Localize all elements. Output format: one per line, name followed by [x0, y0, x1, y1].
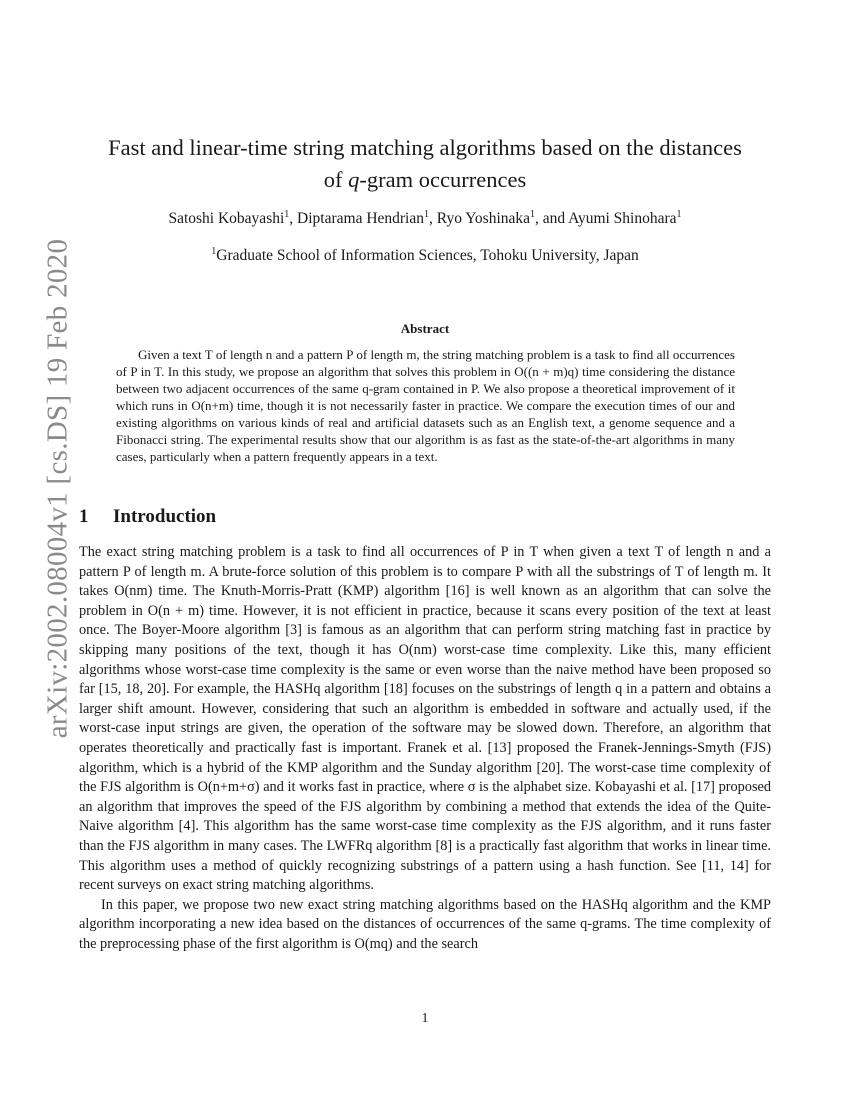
author-name: Ayumi Shinohara	[568, 210, 677, 228]
body-text	[79, 543, 771, 954]
author	[568, 210, 681, 227]
title-line-2-suffix: -gram occurrences	[359, 167, 527, 192]
author-separator: ,	[289, 210, 298, 228]
affiliation	[80, 246, 770, 265]
section-heading	[79, 506, 479, 528]
arxiv-identifier-text: arXiv:2002.08004v1 [cs.DS] 19 Feb 2020	[41, 238, 74, 738]
author-separator: ,	[429, 210, 437, 228]
page-number: 1	[421, 1011, 429, 1026]
title-line-2	[80, 164, 770, 196]
title-line-2-prefix: of	[323, 167, 349, 192]
affiliation-mark: 1	[211, 246, 217, 257]
paper-title	[80, 132, 770, 196]
title-variable-q: q	[348, 167, 360, 192]
author-affiliation-mark: 1	[530, 209, 536, 220]
body-paragraph: In this paper, we propose two new exact string matching algorithms based on the HASHq algorithm and the KMP algorithm incorporating a new idea based on the distances of occurrences of the same q-grams. The time complexity of the preprocessing phase of the first algorithm is O(mq) and the search	[79, 896, 771, 952]
author-affiliation-mark: 1	[424, 209, 429, 220]
abstract-heading: Abstract	[400, 321, 450, 336]
abstract-body: Given a text T of length n and a pattern P of length m, the string matching problem is a task to find all occurrences of P in T. In this study, we propose an algorithm that solves this problem in O((n + m)q) time considering the distance between two adjacent occurrences of the same q-gram contained in P. We also propose a theoretical improvement of it which runs in O(n+m) time, though it is not necessarily faster in practice. We compare the execution times of our and existing algorithms on various kinds of real and artificial datasets such as an English text, a genome sequence and a Fibonacci string. The experimental results show that our algorithm is as fast as the state-of-the-art algorithms in many cases, particularly when a pattern frequently appears in a text.	[116, 347, 735, 464]
body-paragraph: The exact string matching problem is a task to find all occurrences of P in T when given a text T of length n and a pattern P of length m. A brute-force solution of this problem is to compare P with all the substrings of T of length m. It takes O(nm) time. The Knuth-Morris-Pratt (KMP) algorithm [16] is well known as an algorithm that can solve the problem in O(n + m) time. However, it is not efficient in practice, because it scans every position of the text at least once. The Boyer-Moore algorithm [3] is famous as an algorithm that can perform string matching fast in practice by skipping many positions of the text, though it has O(nm) worst-case time complexity. Like this, many efficient algorithms whose worst-case time complexity is the same or even worse than the naive method have been proposed so far [15, 18, 20]. For example, the HASHq algorithm [18] focuses on the substrings of length q in a pattern and obtains a larger shift amount. However, considering that such an algorithm is embedded in software and actually used, if the worst-case input strings are given, the operation of the software may be slowed down. Therefore, an algorithm that operates theoretically and practically fast is important. Franek et al. [13] proposed the Franek-Jennings-Smyth (FJS) algorithm, which is a hybrid of the KMP algorithm and the Sunday algorithm [20]. The worst-case time complexity of the FJS algorithm is O(n+m+σ) and it works fast in practice, where σ is the alphabet size. Kobayashi et al. [17] proposed an algorithm that improves the speed of the FJS algorithm by combining a method that extends the idea of the Quite-Naive algorithm [4]. This algorithm has the same worst-case time complexity as the FJS algorithm, and it runs faster than the FJS algorithm in many cases. The LWFRq algorithm [8] is a practically fast algorithm that works in linear time. This algorithm uses a method of quickly recognizing substrings of a pattern using a hash function. See [11, 14] for recent surveys on exact string matching algorithms.	[79, 544, 771, 894]
author-list	[80, 209, 770, 228]
author-name: Satoshi Kobayashi	[168, 210, 285, 228]
section-number: 1	[79, 506, 89, 527]
affiliation-text: Graduate School of Information Sciences, Tohoku University, Japan	[216, 247, 639, 265]
author	[297, 210, 437, 227]
author-separator: , and	[535, 210, 569, 228]
author-name: Ryo Yoshinaka	[436, 210, 531, 228]
author-affiliation-mark: 1	[676, 209, 682, 220]
section-title: Introduction	[113, 506, 217, 527]
author	[437, 210, 568, 227]
author	[168, 210, 297, 227]
author-affiliation-mark: 1	[284, 209, 290, 220]
arxiv-identifier-stamp	[38, 238, 78, 738]
title-line-1: Fast and linear-time string matching algorithms based on the distances	[108, 135, 742, 160]
author-name: Diptarama Hendrian	[297, 210, 424, 228]
